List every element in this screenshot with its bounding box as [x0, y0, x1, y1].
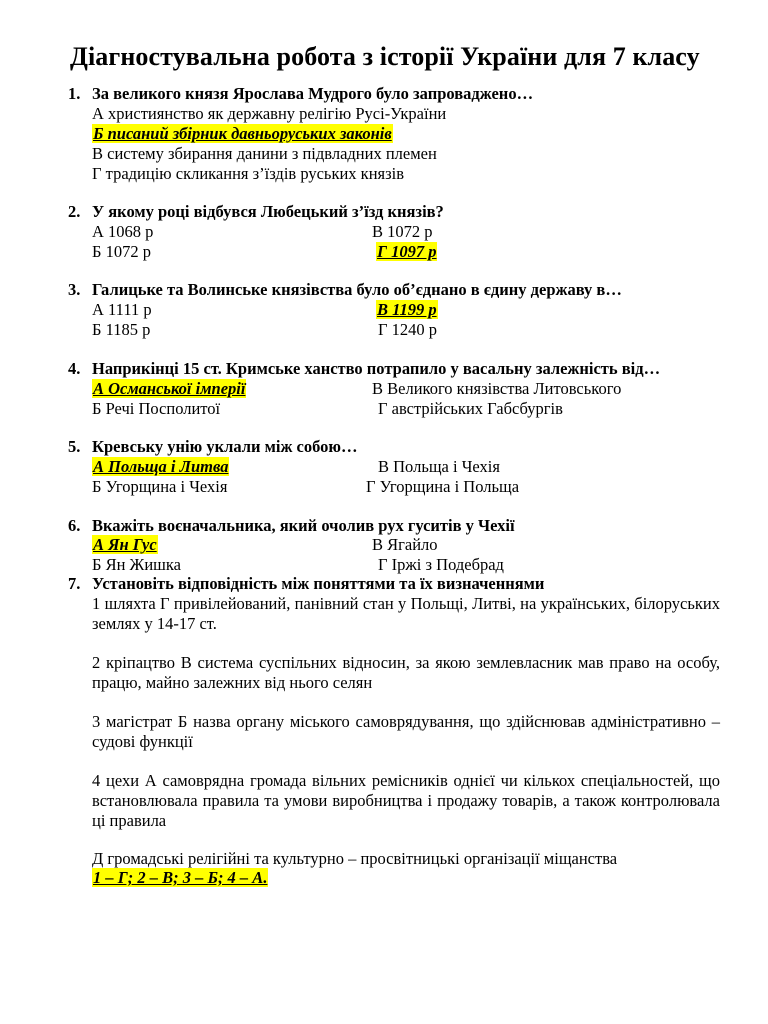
q7-answer [92, 868, 268, 888]
q2-option-d-correct [376, 242, 437, 262]
match-item-2: 2 кріпацтво В система суспільних відносин, за якою землевласник мав право на особу, працю, майно залежних від нього селян [92, 653, 720, 692]
q6-option-c: В Ягайло [372, 535, 438, 554]
question-number: 3. [68, 280, 81, 299]
answer-highlight: В 1199 р [377, 300, 437, 319]
match-item-d: Д громадські релігійні та культурно – просвітницькі організації міщанства [92, 849, 618, 868]
answer-highlight: Г 1097 р [377, 242, 437, 261]
question-1-text: За великого князя Ярослава Мудрого було запроваджено… [92, 84, 534, 103]
question-7-text: Установіть відповідність між поняттями та їх визначеннями [92, 574, 545, 593]
answer-highlight: Б писаний збірник давньоруських законів [93, 124, 392, 143]
q3-option-b: Б 1185 р [92, 320, 151, 339]
q2-option-a: А 1068 р [92, 222, 154, 241]
q1-option-d: Г традицію скликання з’їздів руських князів [92, 164, 405, 183]
q5-option-c: В Польща і Чехія [378, 457, 500, 476]
question-number: 1. [68, 84, 81, 103]
question-number: 6. [68, 516, 81, 535]
answer-highlight: 1 – Г; 2 – В; 3 – Б; 4 – А. [93, 868, 268, 887]
q1-option-c: В систему збирання данини з підвладних племен [92, 144, 437, 163]
question-number: 2. [68, 202, 81, 221]
q5-option-a-correct [92, 457, 229, 477]
question-6-text: Вкажіть воєначальника, який очолив рух гуситів у Чехії [92, 516, 515, 535]
question-3-text: Галицьке та Волинське князівства було об’єднано в єдину державу в… [92, 280, 622, 299]
question-number: 4. [68, 359, 81, 378]
q4-option-a-correct [92, 379, 246, 399]
question-5-text: Кревську унію уклали між собою… [92, 437, 358, 456]
q1-option-a: А християнство як державну релігію Русі-України [92, 104, 447, 123]
q2-option-c: В 1072 р [372, 222, 433, 241]
q5-option-d: Г Угорщина і Польща [366, 477, 520, 496]
q2-option-b: Б 1072 р [92, 242, 151, 261]
answer-highlight: А Османської імперії [93, 379, 246, 398]
q3-option-d: Г 1240 р [378, 320, 438, 339]
q6-option-d: Г Іржі з Подебрад [378, 555, 504, 574]
page-title: Діагностувальна робота з історії України для 7 класу [70, 42, 700, 71]
q6-option-b: Б Ян Жишка [92, 555, 181, 574]
question-number: 7. [68, 574, 81, 593]
q4-option-d: Г австрійських Габсбургів [378, 399, 563, 418]
q6-option-a-correct [92, 535, 158, 555]
answer-highlight: А Польща і Литва [93, 457, 229, 476]
q5-option-b: Б Угорщина і Чехія [92, 477, 228, 496]
match-item-1: 1 шляхта Г привілейований, панівний стан у Польщі, Литві, на українських, білоруських землях у 14-17 ст. [92, 594, 720, 633]
q4-option-b: Б Речі Посполитої [92, 399, 221, 418]
match-item-3: 3 магістрат Б назва органу міського самоврядування, що здійснював адміністративно – судові функції [92, 712, 720, 751]
question-4-text: Наприкінці 15 ст. Кримське ханство потрапило у васальну залежність від… [92, 359, 661, 378]
q4-option-c: В Великого князівства Литовського [372, 379, 622, 398]
q3-option-c-correct [376, 300, 438, 320]
answer-highlight: А Ян Гус [93, 535, 157, 554]
match-item-4: 4 цехи А самоврядна громада вільних ремісників однієї чи кількох спеціальностей, що встановлювала правила та умови виробництва і продажу товарів, а також контролювала ці правила [92, 771, 720, 830]
question-number: 5. [68, 437, 81, 456]
q3-option-a: А 1111 р [92, 300, 152, 319]
question-2-text: У якому році відбувся Любецький з’їзд князів? [92, 202, 444, 221]
q1-option-b-correct [92, 124, 393, 144]
